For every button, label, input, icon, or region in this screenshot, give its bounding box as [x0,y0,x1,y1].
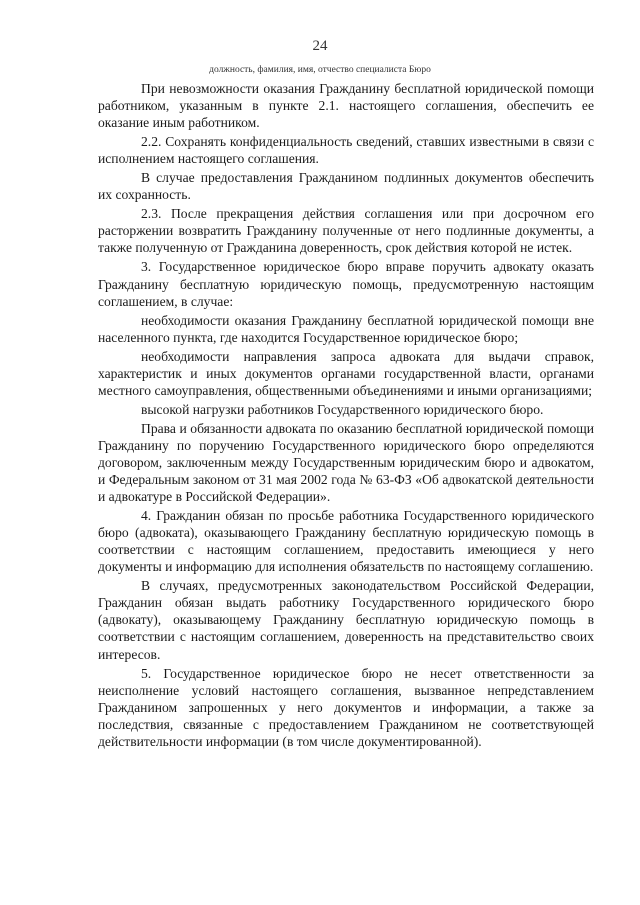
signature-caption: должность, фамилия, имя, отчество специалиста Бюро [209,65,431,75]
paragraph: В случае предоставления Гражданином подлинных документов обеспечить их сохранность. [98,170,594,203]
paragraph: необходимости направления запроса адвоката для выдачи справок, характеристик и иных документов органами государственной власти, органами местного самоуправления, общественными объединениями и иными организациями; [98,348,594,398]
paragraph: 2.2. Сохранять конфиденциальность сведений, ставших известными в связи с исполнением настоящего соглашения. [98,134,594,167]
page-number: 24 [312,38,328,54]
paragraph: В случаях, предусмотренных законодательством Российской Федерации, Гражданин обязан выдать работнику Государственного юридического бюро (адвокату), оказывающему Гражданину бесплатную юридическую помощь в соответствии с настоящим соглашением, доверенность на представительство своих интересов. [98,578,594,662]
paragraph: 4. Гражданин обязан по просьбе работника Государственного юридического бюро (адвоката), оказывающего Гражданину бесплатную юридическую помощь в соответствии с настоящим соглашением, предоставить имеющиеся у него документы и информацию для исполнения обязательств по настоящему соглашению. [98,508,594,575]
paragraph: 3. Государственное юридическое бюро вправе поручить адвокату оказать Гражданину бесплатную юридическую помощь, предусмотренную настоящим соглашением, в случае: [98,259,594,309]
paragraph: Права и обязанности адвоката по оказанию бесплатной юридической помощи Гражданину по поручению Государственного юридического бюро определяются договором, заключенным между Государственным юридическим бюро и адвокатом, и Федеральным законом от 31 мая 2002 года № 63-ФЗ «Об адвокатской деятельности и адвокатуре в Российской Федерации». [98,420,594,505]
paragraph: 2.3. После прекращения действия соглашения или при досрочном его расторжении возвратить Гражданину полученные от него подлинные документы, а также полученную от Гражданина доверенность, срок действия которой не истек. [98,206,594,256]
paragraph: 5. Государственное юридическое бюро не несет ответственности за неисполнение условий настоящего соглашения, вызванное непредставлением Гражданином запрошенных у него документов и информации, а также за последствия, связанные с предоставлением Гражданином не соответствующей действительности информации (в том числе документированной). [98,665,594,749]
paragraph: необходимости оказания Гражданину бесплатной юридической помощи вне населенного пункта, где находится Государственное юридическое бюро; [98,312,594,345]
document-body [98,80,594,750]
paragraph: При невозможности оказания Гражданину бесплатной юридической помощи работником, указанным в пункте 2.1. настоящего соглашения, обеспечить ее оказание иным работником. [98,81,594,131]
paragraph: высокой нагрузки работников Государственного юридического бюро. [141,401,544,417]
